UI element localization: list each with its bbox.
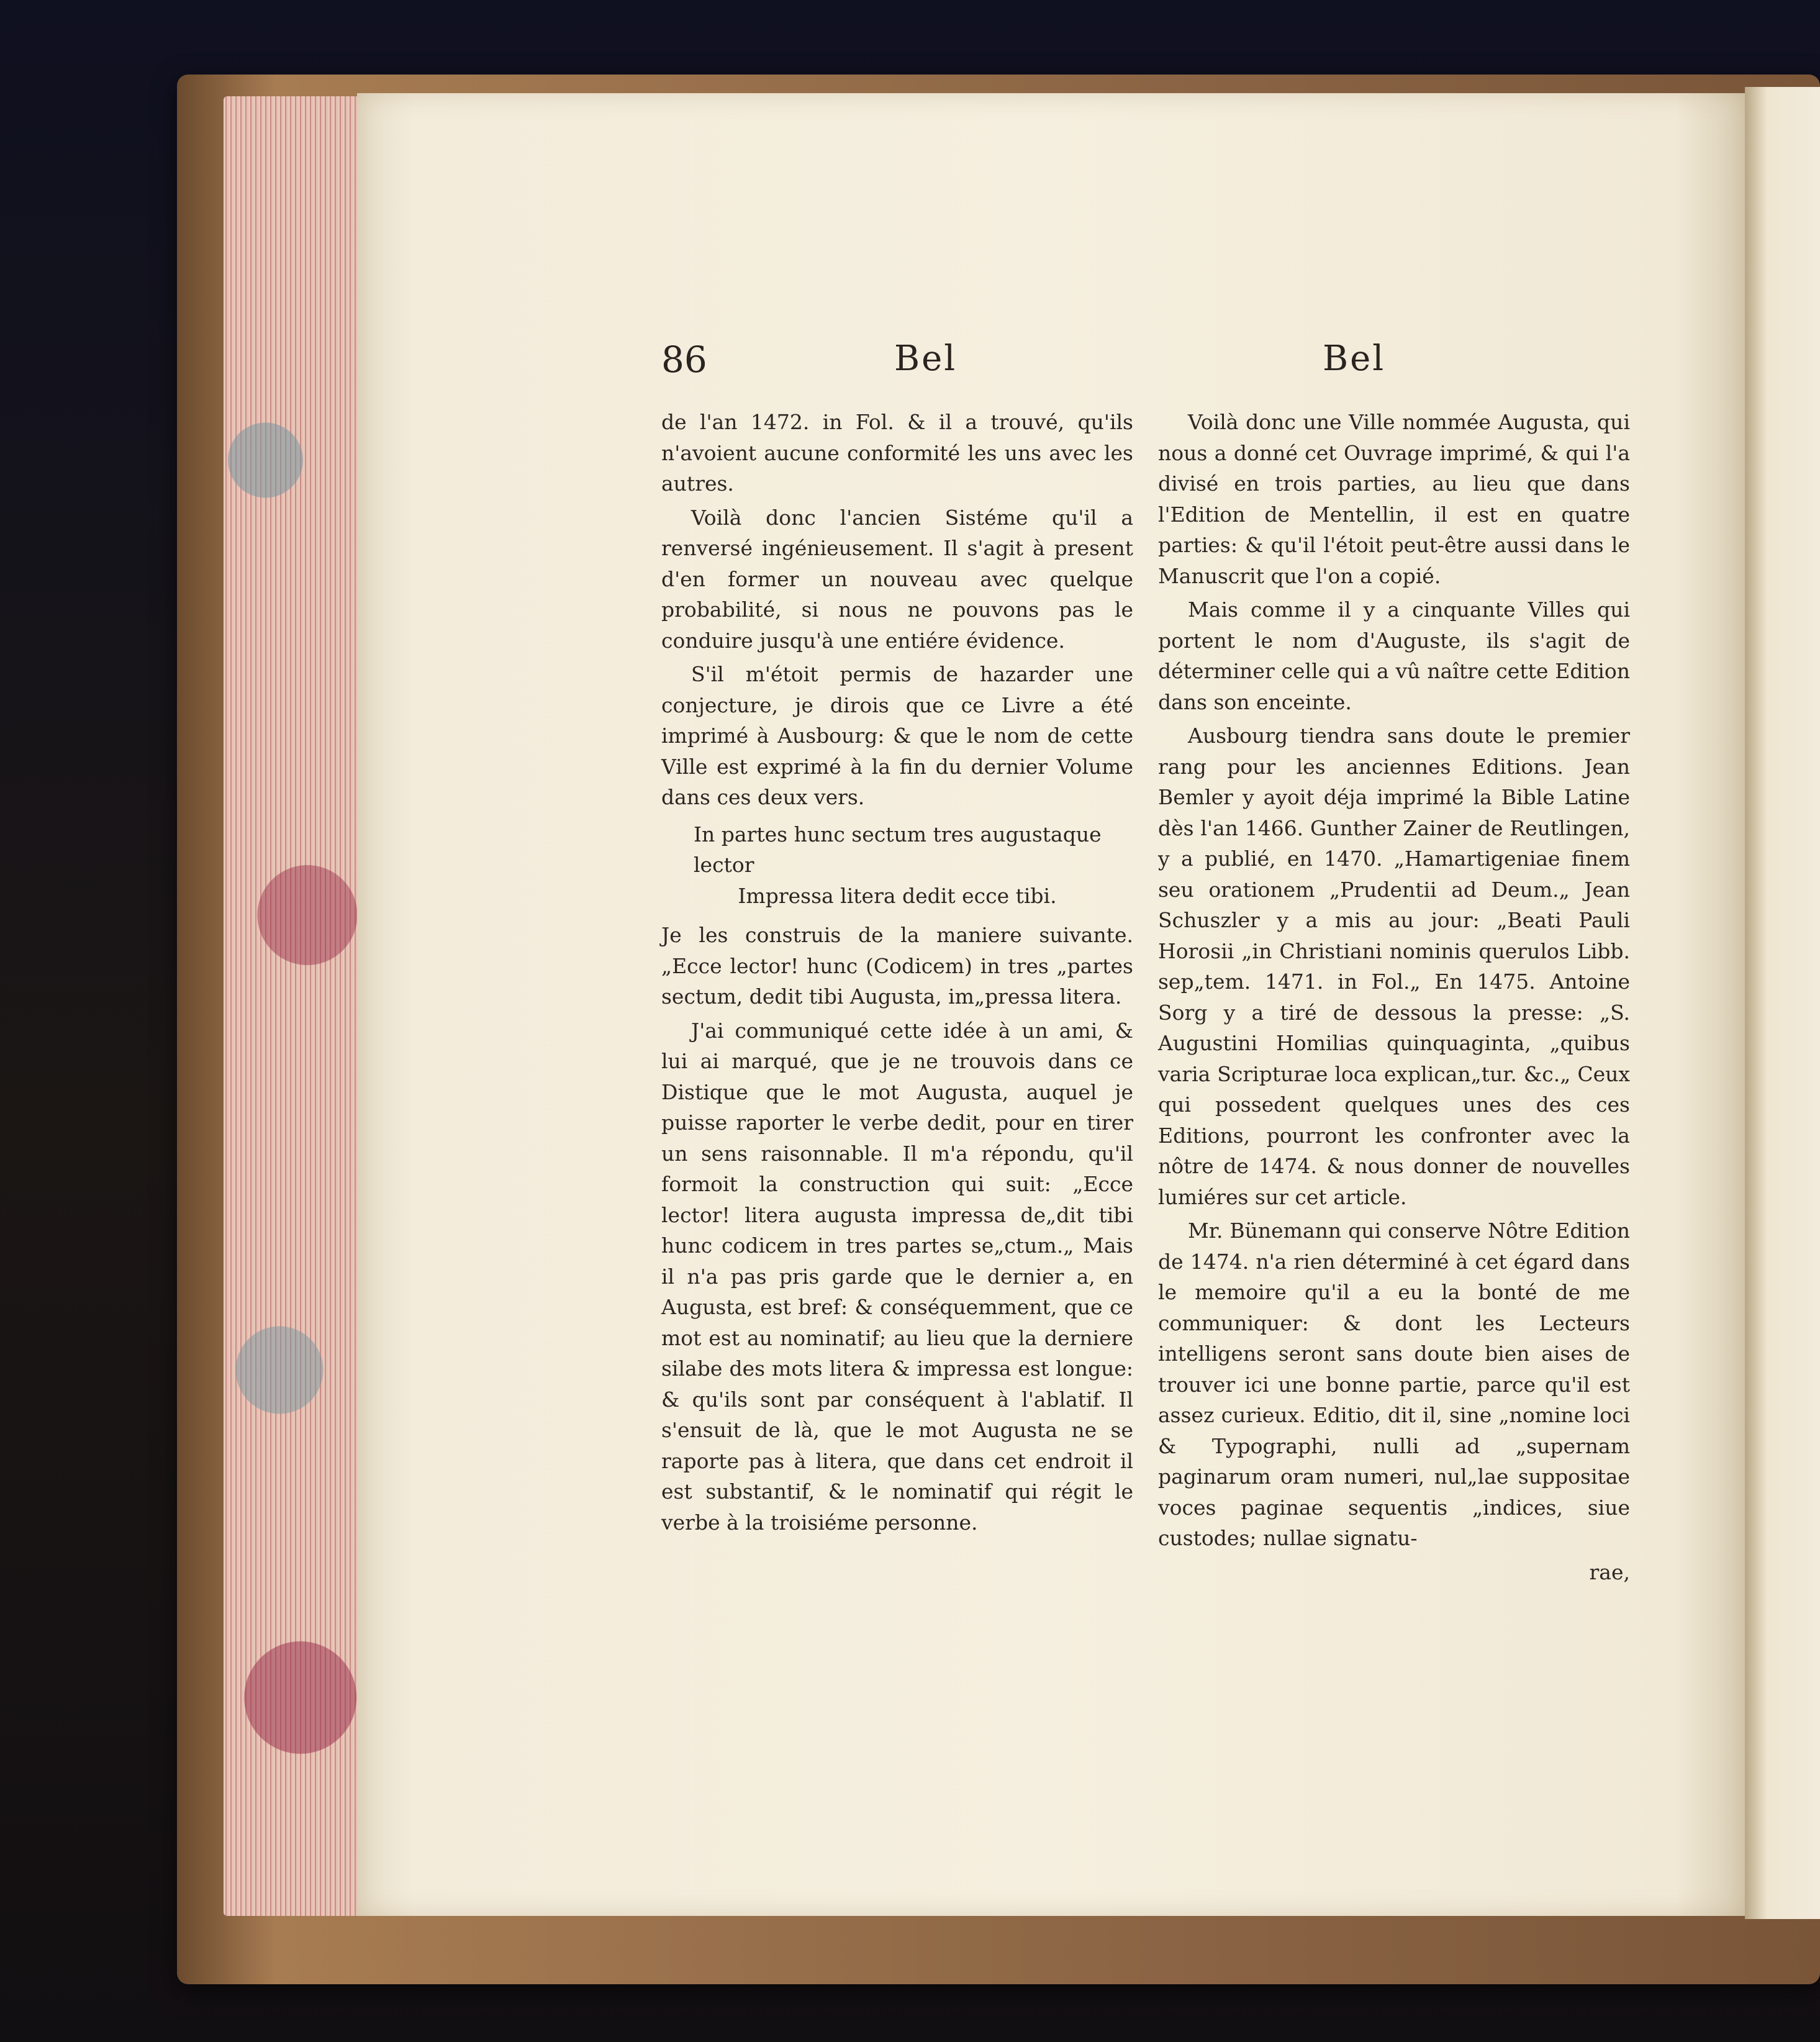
paragraph: Mr. Bünemann qui conserve Nôtre Edition de 1474. n'a rien déterminé à cet égard dans le memoire qu'il a eu la bonté de me communiquer: & dont les Lecteurs intelligens seront sans doute bien aises de trouver ici une bonne partie, parce qu'il est assez curieux. Editio, dit il, sine „nomine loci & Typographi, nulli ad „supernam paginarum oram numeri, nul„lae suppositae voces paginae sequentis „indices, siue custodes; nullae signatu- bbox=[1158, 1218, 1630, 1550]
paragraph: Je les construis de la maniere suivante. „Ecce lector! hunc (Codicem) in tres „partes sectum, dedit tibi Augusta, im„pressa litera. bbox=[661, 923, 1133, 1009]
paragraph: Voilà donc une Ville nommée Augusta, qui nous a donné cet Ouvrage imprimé, & qui l'a divisé en trois parties, au lieu que dans l'Edition de Mentellin, il est en quatre parties: & qu'il l'étoit peut-être aussi dans le Manuscrit que l'on a copié. bbox=[1158, 410, 1630, 588]
right-text-column bbox=[1158, 407, 1630, 1587]
paragraph: Voilà donc l'ancien Sistéme qu'il a renversé ingénieusement. Il s'agit à present d'en former un nouveau avec quelque probabilité, si nous ne pouvons pas le conduire jusqu'à une entiére évidence. bbox=[661, 505, 1133, 653]
sprinkled-page-edges bbox=[224, 96, 363, 1916]
paragraph: J'ai communiqué cette idée à un ami, & lui ai marqué, que je ne trouvois dans ce Distique que le mot Augusta, auquel je puisse raporter le verbe dedit, pour en tirer un sens raisonnable. Il m'a répondu, qu'il formoit la construction qui suit: „Ecce lector! litera augusta impressa de„dit tibi hunc codicem in tres partes se„ctum.„ Mais il n'a pas pris garde que le dernier a, en Augusta, est bref: & conséquemment, que ce mot est au nominatif; au lieu que la derniere silabe des mots litera & impressa est longue: & qu'ils sont par conséquent à l'ablatif. Il s'ensuit de là, que le mot Augusta ne se raporte pas à litera, que dans cet endroit il est substantif, & le nominatif qui régit le verbe à la troisiéme personne. bbox=[661, 1018, 1133, 1535]
catchword: rae, bbox=[1589, 1559, 1630, 1584]
facing-page-edge bbox=[1745, 87, 1820, 1919]
page-number: 86 bbox=[661, 338, 707, 381]
book-page bbox=[357, 93, 1745, 1916]
paragraph: S'il m'étoit permis de hazarder une conjecture, je dirois que ce Livre a été imprimé à Ausbourg: & que le nom de cette Ville est exprimé à la fin du dernier Volume dans ces deux vers. bbox=[661, 662, 1133, 809]
paragraph: de l'an 1472. in Fol. & il a trouvé, qu'ils n'avoient aucune conformité les uns avec les autres. bbox=[661, 410, 1133, 496]
verse-line: In partes hunc sectum tres augustaque lector bbox=[694, 822, 1102, 877]
paragraph: Ausbourg tiendra sans doute le premier rang pour les anciennes Editions. Jean Bemler y ayoit déja imprimé la Bible Latine dès l'an 1466. Gunther Zainer de Reutlingen, y a publié, en 1470. „Hamartigeniae finem seu orationem „Prudentii ad Deum.„ Jean Schuszler y a mis au jour: „Beati Pauli Horosii „in Christiani nominis querulos Libb. sep„tem. 1471. in Fol.„ En 1475. Antoine Sorg y a tiré de dessous la presse: „S. Augustini Homilias quinquaginta, „quibus varia Scripturae loca explican„tur. &c.„ Ceux qui possedent quelques unes des ces Editions, pourront les confronter avec la nôtre de 1474. & nous donner de nouvelles lumiéres sur cet article. bbox=[1158, 724, 1630, 1209]
left-text-column bbox=[661, 407, 1133, 1541]
latin-distich bbox=[661, 819, 1133, 912]
page-header bbox=[357, 338, 1745, 388]
paragraph: Mais comme il y a cinquante Villes qui portent le nom d'Auguste, ils s'agit de déterminer celle qui a vû naître cette Edition dans son enceinte. bbox=[1158, 597, 1630, 714]
verse-line: Impressa litera dedit ecce tibi. bbox=[738, 883, 1057, 908]
running-head-right: Bel bbox=[1323, 338, 1386, 379]
running-head-left: Bel bbox=[894, 338, 958, 379]
